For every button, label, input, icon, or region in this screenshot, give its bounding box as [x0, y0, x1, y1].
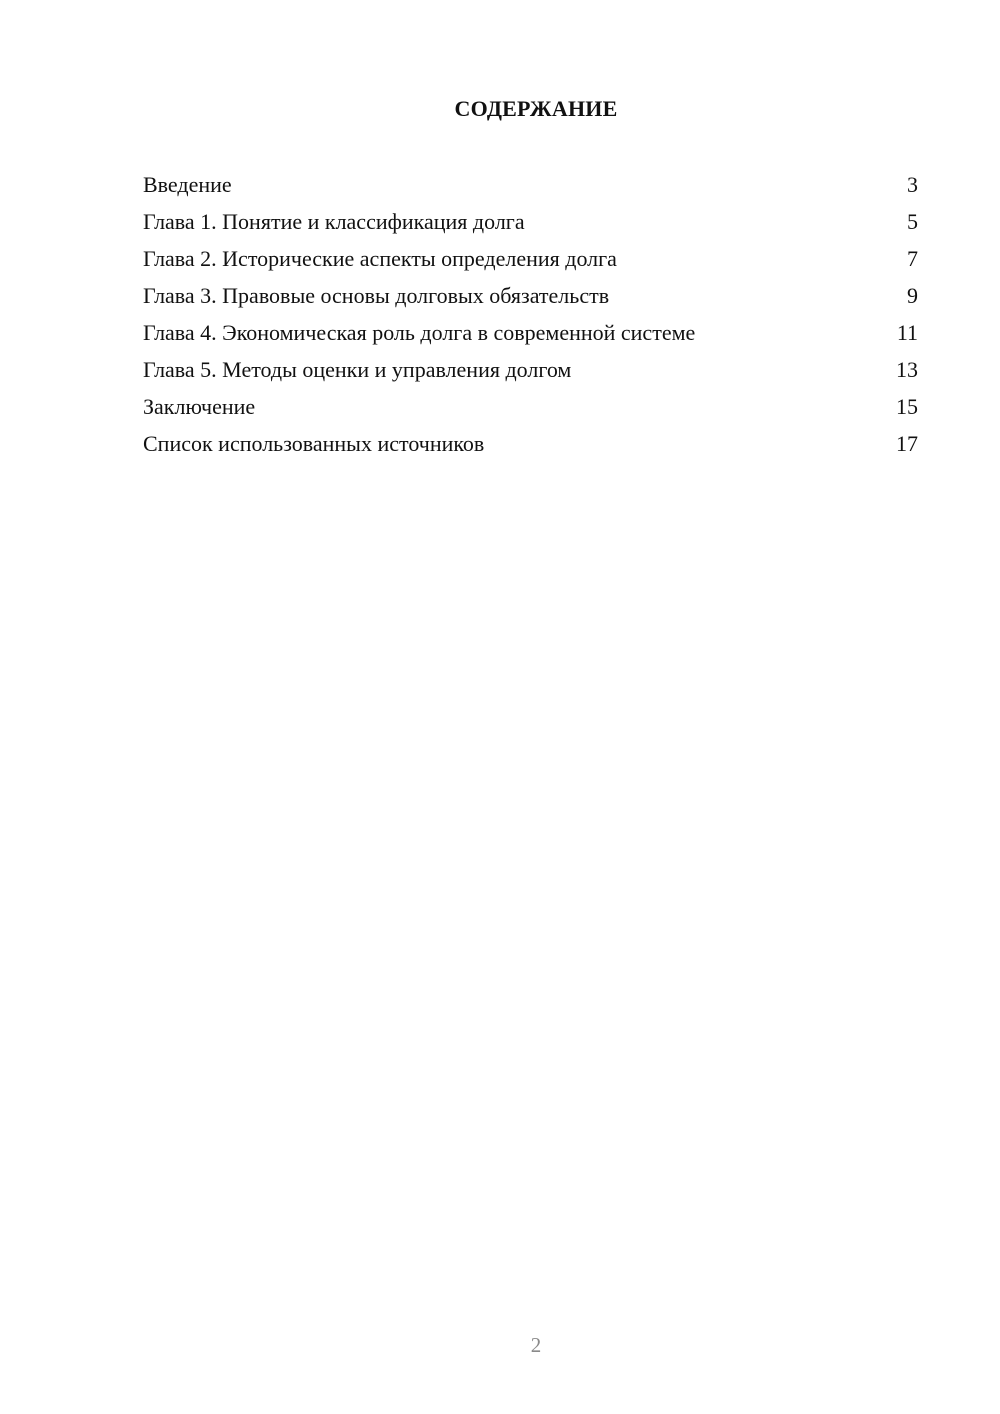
- toc-entry[interactable]: [143, 170, 918, 207]
- toc-entry-label: Глава 1. Понятие и классификация долга: [143, 209, 525, 234]
- toc-entry-page: 9: [907, 283, 918, 308]
- toc-entry-page: 3: [907, 172, 918, 197]
- toc-entry[interactable]: [143, 281, 918, 318]
- toc-entry-label: Глава 2. Исторические аспекты определения долга: [143, 246, 617, 271]
- toc-entry-page: 7: [907, 246, 918, 271]
- table-of-contents: [143, 170, 918, 466]
- toc-entry-label: Глава 4. Экономическая роль долга в современной системе: [143, 320, 696, 345]
- toc-entry[interactable]: [143, 392, 918, 429]
- page-number: 2: [530, 1333, 542, 1357]
- toc-entry-page: 11: [896, 320, 918, 345]
- toc-entry-label: Список использованных источников: [143, 431, 485, 456]
- toc-title: СОДЕРЖАНИЕ: [454, 96, 618, 121]
- toc-entry-page: 5: [907, 209, 918, 234]
- toc-entry[interactable]: [143, 429, 918, 466]
- toc-entry[interactable]: [143, 355, 918, 392]
- toc-entry-page: 13: [896, 357, 918, 382]
- toc-entry[interactable]: [143, 244, 918, 281]
- toc-entry-label: Глава 5. Методы оценки и управления долгом: [143, 357, 572, 382]
- toc-entry-label: Введение: [143, 172, 232, 197]
- toc-entry-page: 15: [896, 394, 918, 419]
- toc-entry[interactable]: [143, 207, 918, 244]
- toc-entry-label: Заключение: [143, 394, 256, 419]
- toc-entry-label: Глава 3. Правовые основы долговых обязательств: [143, 283, 610, 308]
- toc-entry[interactable]: [143, 318, 918, 355]
- toc-entry-page: 17: [896, 431, 918, 456]
